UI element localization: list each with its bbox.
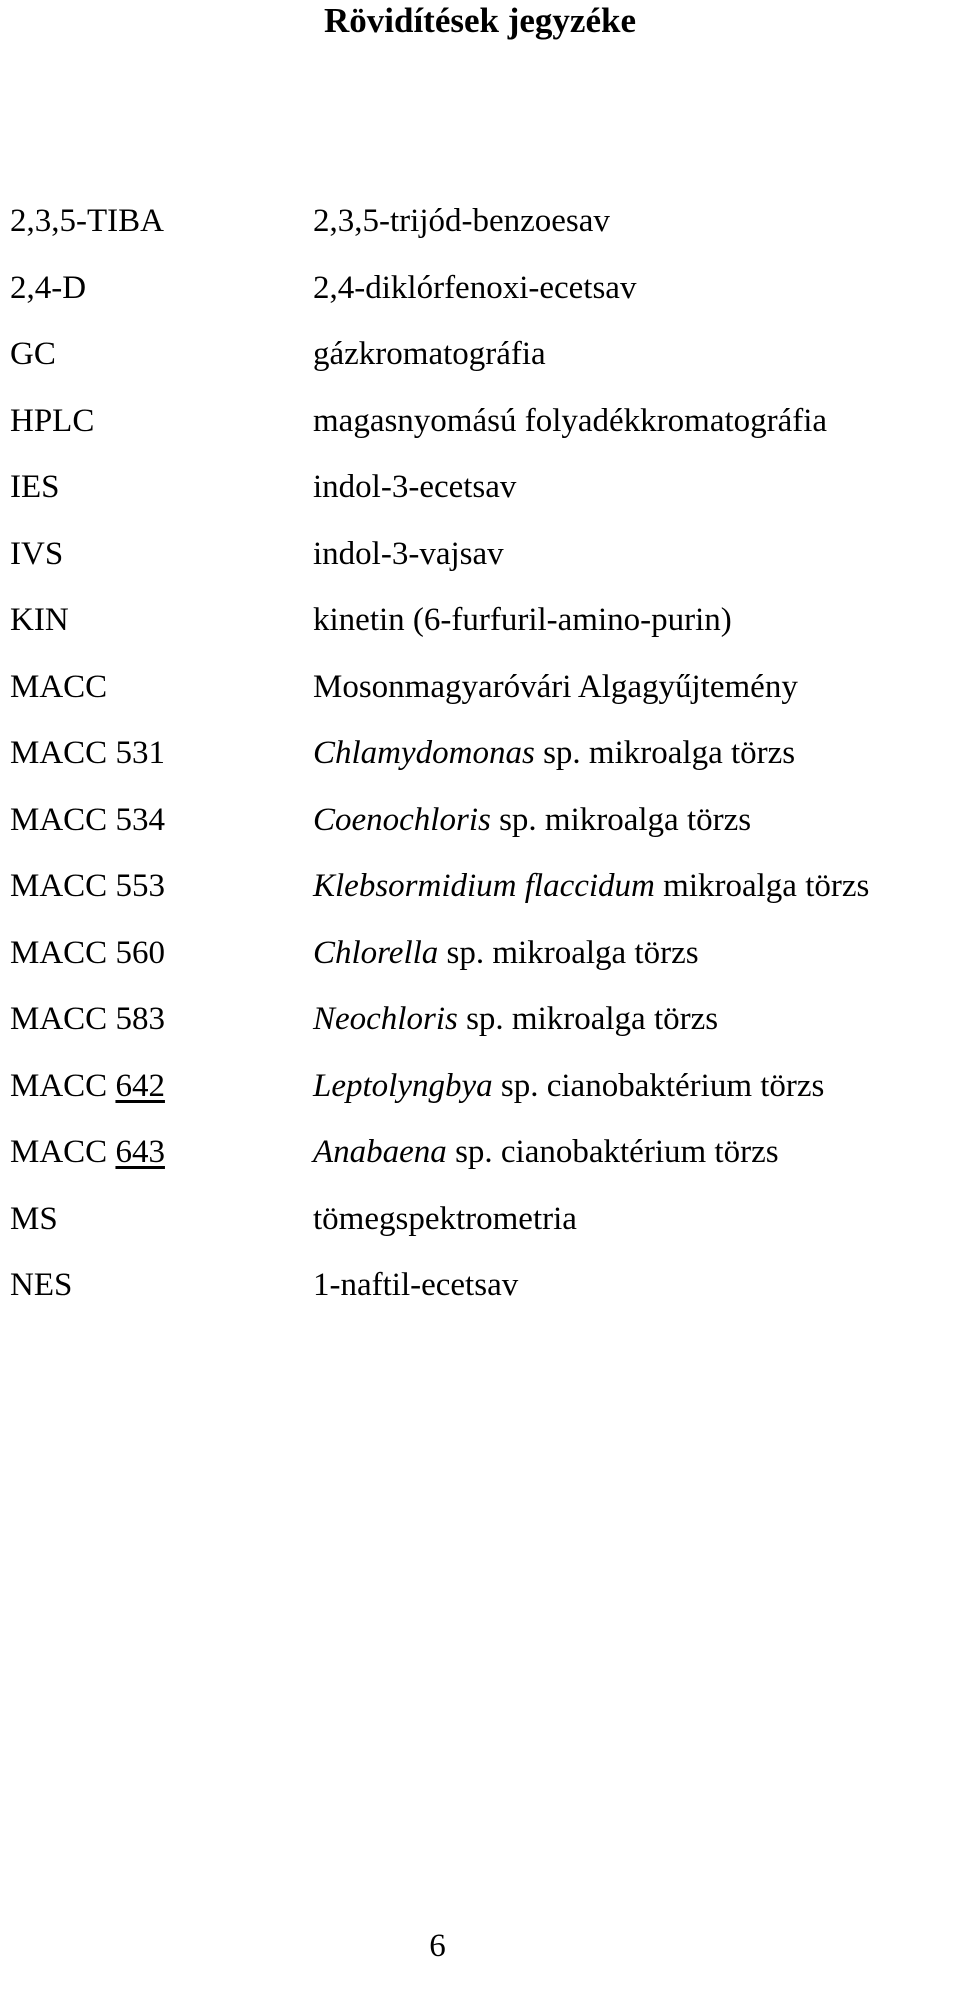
abbreviation-term (10, 1127, 165, 1177)
abbreviation-row (10, 1260, 960, 1327)
definition-rest: sp. cianobaktérium törzs (492, 1067, 825, 1104)
abbreviation-term: HPLC (10, 402, 95, 439)
definition-rest: sp. mikroalga törzs (490, 801, 752, 838)
abbreviation-definition: indol-3-ecetsav (313, 469, 517, 505)
abbreviation-definition: 1-naftil-ecetsav (313, 1267, 519, 1303)
abbreviation-term: MACC 583 (10, 1001, 165, 1037)
page-number: 6 (429, 1928, 446, 1964)
abbreviation-term: 2,3,5-TIBA (10, 203, 164, 239)
abbreviation-row (10, 263, 960, 330)
abbreviation-row (10, 1194, 960, 1261)
abbreviation-row (10, 662, 960, 729)
definition-rest: sp. mikroalga törzs (534, 735, 796, 771)
abbreviation-definition: gázkromatográfia (313, 336, 546, 372)
abbreviation-row (10, 928, 960, 995)
abbreviation-row (10, 329, 960, 396)
abbreviation-list (10, 196, 960, 1327)
abbreviation-row (10, 196, 960, 263)
species-name: Anabaena (313, 1134, 447, 1170)
species-name: Neochloris (313, 1001, 458, 1037)
abbreviation-definition (313, 795, 751, 845)
abbreviation-row (10, 795, 960, 862)
abbreviation-row (10, 1127, 960, 1194)
species-name: Klebsormidium flaccidum (313, 868, 655, 904)
abbreviation-definition: 2,4-diklórfenoxi-ecetsav (313, 269, 637, 306)
abbreviation-definition (313, 861, 869, 911)
abbreviation-row (10, 1061, 960, 1128)
term-number-underlined: 642 (115, 1067, 165, 1104)
abbreviation-term: MACC 553 (10, 868, 165, 904)
abbreviation-row (10, 728, 960, 795)
abbreviation-definition (313, 728, 795, 778)
abbreviation-definition (313, 928, 699, 978)
abbreviation-term: MACC 560 (10, 934, 165, 971)
term-prefix: MACC (10, 1067, 116, 1104)
abbreviation-term: MS (10, 1200, 58, 1237)
abbreviation-definition (313, 994, 718, 1044)
term-number-underlined: 643 (115, 1134, 165, 1170)
abbreviation-term: KIN (10, 602, 69, 638)
abbreviation-row (10, 462, 960, 529)
term-prefix: MACC (10, 1134, 116, 1170)
definition-rest: mikroalga törzs (654, 868, 870, 904)
abbreviation-row (10, 861, 960, 928)
abbreviation-row (10, 529, 960, 596)
abbreviation-term: IES (10, 469, 60, 505)
abbreviation-term (10, 1061, 165, 1111)
species-name: Coenochloris (313, 801, 491, 838)
definition-rest: sp. mikroalga törzs (457, 1001, 719, 1037)
abbreviation-row (10, 994, 960, 1061)
abbreviation-term: 2,4-D (10, 269, 87, 306)
abbreviation-term: GC (10, 336, 56, 372)
abbreviation-term: MACC (10, 668, 108, 705)
abbreviation-term: MACC 534 (10, 801, 165, 838)
abbreviation-definition (313, 1061, 824, 1111)
abbreviation-term: NES (10, 1267, 73, 1303)
definition-rest: sp. mikroalga törzs (438, 934, 699, 971)
species-name: Chlamydomonas (313, 735, 535, 771)
abbreviation-definition: magasnyomású folyadékkromatográfia (313, 402, 828, 439)
abbreviation-definition: 2,3,5-trijód-benzoesav (313, 203, 610, 239)
species-name: Chlorella (313, 934, 439, 971)
species-name: Leptolyngbya (313, 1067, 493, 1104)
definition-rest: sp. cianobaktérium törzs (446, 1134, 779, 1170)
abbreviation-definition: indol-3-vajsav (313, 535, 504, 572)
page-title: Rövidítések jegyzéke (323, 1, 636, 40)
abbreviation-row (10, 595, 960, 662)
abbreviation-definition: kinetin (6-furfuril-amino-purin) (313, 602, 732, 638)
abbreviation-term: MACC 531 (10, 735, 165, 771)
abbreviation-definition (313, 1127, 779, 1177)
abbreviation-definition: Mosonmagyaróvári Algagyűjtemény (313, 668, 798, 705)
abbreviation-definition: tömegspektrometria (313, 1200, 577, 1237)
abbreviation-row (10, 396, 960, 463)
abbreviation-term: IVS (10, 535, 64, 572)
